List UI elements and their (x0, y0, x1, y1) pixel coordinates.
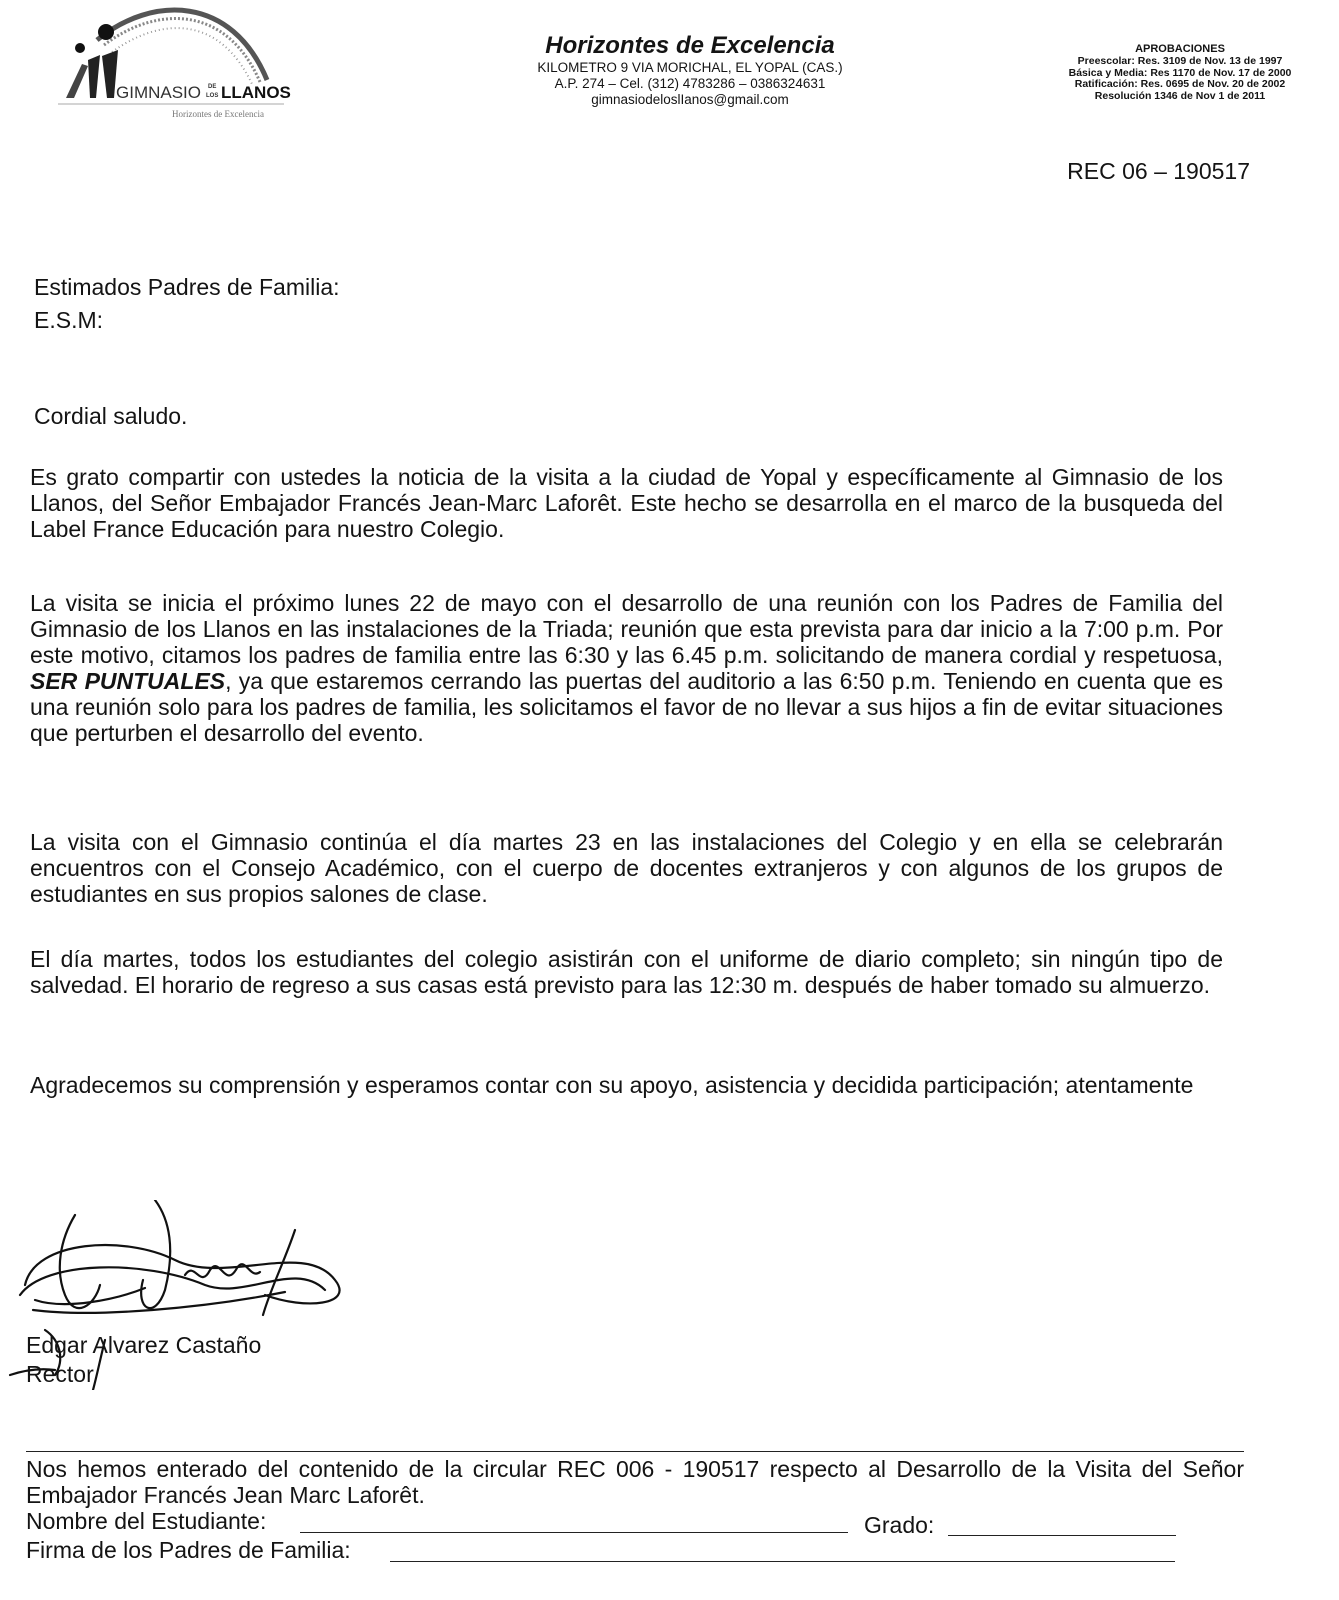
student-name-label: Nombre del Estudiante: (26, 1508, 267, 1534)
svg-text:DE: DE (208, 84, 217, 90)
letterhead-email: gimnasiodeloslIanos@gmail.com (591, 92, 789, 107)
letterhead-address: KILOMETRO 9 VIA MORICHAL, EL YOPAL (CAS.) (537, 60, 843, 75)
letterhead-slogan: Horizontes de Excelencia (545, 32, 835, 59)
grade-field[interactable] (948, 1535, 1176, 1536)
greeting-esm: E.S.M: (34, 307, 104, 333)
approval-line: Básica y Media: Res 1170 de Nov. 17 de 2000 (1068, 66, 1292, 79)
approval-line: Ratificación: Res. 0695 de Nov. 20 de 2002 (1074, 78, 1286, 90)
approvals-block (1040, 42, 1320, 102)
signer-name: Edgar Alvarez Castaño (26, 1332, 262, 1358)
paragraph-4: El día martes, todos los estudiantes del colegio asistirán con el uniforme de diario completo; sin ningún tipo de salvedad. El horario de regreso a sus casas está previsto para las 12:30 m. después de haber tomado su almuerzo. (30, 946, 1223, 998)
approval-line: Resolución 1346 de Nov 1 de 2011 (1094, 89, 1266, 102)
grade-label: Grado: (864, 1512, 935, 1538)
student-name-field[interactable] (300, 1532, 848, 1533)
emphasis-ser-puntuales: SER PUNTUALES (30, 668, 226, 694)
acknowledgement-text: Nos hemos enterado del contenido de la circular REC 006 - 190517 respecto al Desarrollo de la Visita del Señor Embajador Francés Jean Marc Laforêt. (26, 1456, 1244, 1508)
paragraph-3: La visita con el Gimnasio continúa el día martes 23 en las instalaciones del Colegio y en ella se celebrarán encuentros con el Consejo Académico, con el cuerpo de docentes extranjeros y con algunos de los grupos de estudiantes en sus propios salones de clase. (30, 829, 1223, 907)
svg-text:LLANOS: LLANOS (221, 83, 291, 102)
approvals-title: APROBACIONES (1135, 43, 1225, 55)
paragraph-5: Agradecemos su comprensión y esperamos contar con su apoyo, asistencia y decidida participación; atentamente (30, 1072, 1194, 1098)
parents-signature-field[interactable] (390, 1561, 1175, 1562)
logo-text: GIMNASIO (116, 83, 202, 102)
parents-signature-label: Firma de los Padres de Familia: (26, 1537, 351, 1563)
school-logo (22, 0, 322, 125)
signer-title: Rector (26, 1361, 94, 1387)
svg-text:Horizontes de Excelencia: Horizontes de Excelencia (172, 109, 264, 119)
reference-code: REC 06 – 190517 (1067, 158, 1250, 184)
greeting: Estimados Padres de Familia: (34, 274, 340, 300)
approval-line: Preescolar: Res. 3109 de Nov. 13 de 1997 (1077, 55, 1283, 67)
letterhead (470, 32, 910, 108)
paragraph-1: Es grato compartir con ustedes la noticia de la visita a la ciudad de Yopal y específicamente al Gimnasio de los Llanos, del Señor Embajador Francés Jean-Marc Laforêt. Este hecho se desarrolla en el marco de la busqueda del Label France Educación para nuestro Colegio. (30, 464, 1223, 542)
salutation: Cordial saludo. (34, 403, 188, 429)
svg-text:LOS: LOS (206, 93, 219, 99)
paragraph-2: La visita se inicia el próximo lunes 22 de mayo con el desarrollo de una reunión con los Padres de Familia del Gimnasio de los Llanos en las instalaciones de la Triada; reunión que esta prevista para dar inicio a la 7:00 p.m. Por este motivo, citamos los padres de familia entre las 6:30 y las 6.45 p.m. solicitando de manera cordial y respetuosa, SER PUNTUALES, ya que estaremos cerrando las puertas del auditorio a las 6:50 p.m. Teniendo en cuenta que es una reunión solo para los padres de familia, les solicitamos el favor de no llevar a sus hijos a fin de evitar situaciones que perturben el desarrollo del evento. (30, 590, 1224, 746)
cut-divider-line (26, 1451, 1244, 1452)
letterhead-phone: A.P. 274 – Cel. (312) 4783286 – 0386324631 (554, 76, 826, 91)
